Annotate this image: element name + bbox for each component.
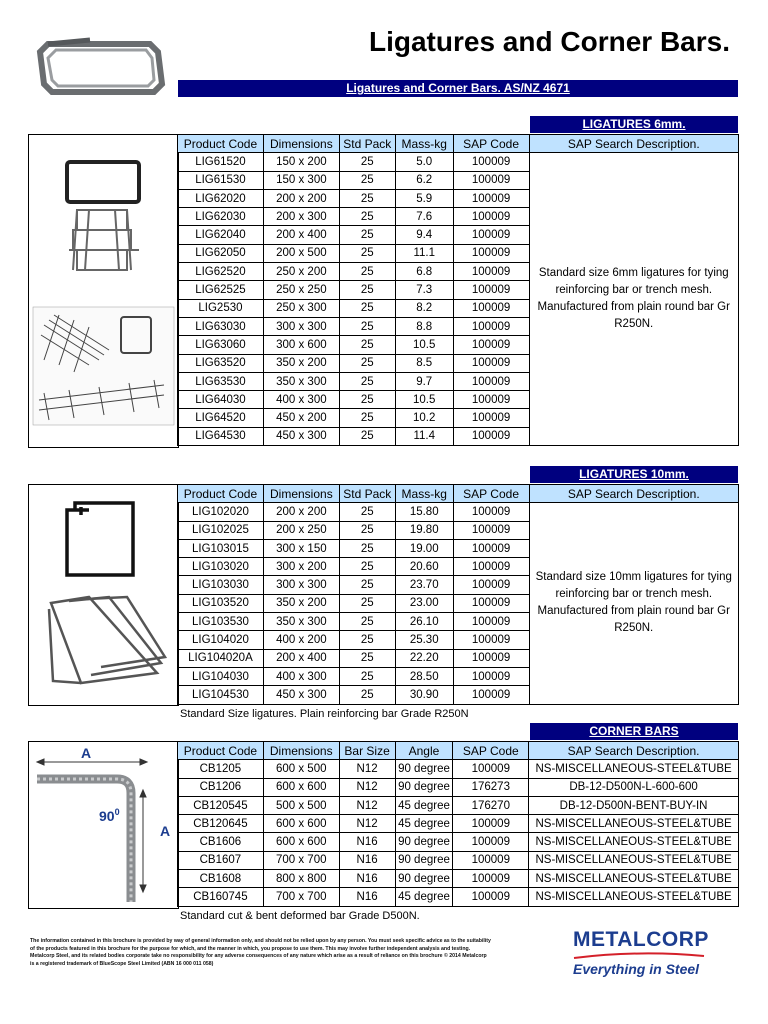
table-cell: CB1608 bbox=[178, 870, 264, 888]
table-cell: 19.80 bbox=[395, 521, 453, 539]
table-cell: 25 bbox=[339, 153, 395, 171]
table-cell: 15.80 bbox=[395, 503, 453, 521]
table-cell: LIG64530 bbox=[178, 427, 264, 445]
table-cell: 450 x 300 bbox=[263, 686, 339, 704]
table-cell: 600 x 600 bbox=[263, 833, 339, 851]
table-cell: 7.6 bbox=[395, 208, 453, 226]
lig10-header-row bbox=[178, 485, 739, 503]
table-cell: LIG62030 bbox=[178, 208, 264, 226]
table-cell: LIG63530 bbox=[178, 372, 264, 390]
table-cell: 22.20 bbox=[395, 649, 453, 667]
col-sap-desc: SAP Search Description. bbox=[529, 742, 739, 760]
table-cell: 25 bbox=[339, 226, 395, 244]
table-cell: 250 x 200 bbox=[263, 263, 339, 281]
table-row bbox=[178, 153, 739, 171]
table-cell: 5.0 bbox=[395, 153, 453, 171]
table-cell: 23.70 bbox=[395, 576, 453, 594]
table-cell: 100009 bbox=[453, 870, 529, 888]
metalcorp-logo: METALCORP bbox=[573, 928, 709, 951]
table-cell: 300 x 150 bbox=[263, 539, 339, 557]
table-cell: 100009 bbox=[453, 244, 529, 262]
table-cell: 90 degree bbox=[395, 833, 453, 851]
table-cell: 25 bbox=[339, 189, 395, 207]
table-cell: 350 x 300 bbox=[263, 372, 339, 390]
table-cell: LIG104020 bbox=[178, 631, 264, 649]
table-cell: 100009 bbox=[453, 317, 529, 335]
table-cell: 11.1 bbox=[395, 244, 453, 262]
table-cell: NS-MISCELLANEOUS-STEEL&TUBE bbox=[529, 760, 739, 778]
table-cell: 20.60 bbox=[395, 558, 453, 576]
table-cell: LIG62020 bbox=[178, 189, 264, 207]
table-cell: 200 x 200 bbox=[263, 189, 339, 207]
table-cell: 100009 bbox=[453, 815, 529, 833]
table-cell: LIG63520 bbox=[178, 354, 264, 372]
disclaimer-line: The information contained in this brochure is provided by way of general information only, and should not be relied upon by any person. You must seek specific advice as to the suitability bbox=[30, 938, 491, 944]
col-sap-code: SAP Code bbox=[453, 485, 529, 503]
table-cell: 25 bbox=[339, 244, 395, 262]
col-product-code: Product Code bbox=[178, 742, 264, 760]
table-cell: 9.4 bbox=[395, 226, 453, 244]
table-cell: 100009 bbox=[453, 263, 529, 281]
table-cell: 100009 bbox=[453, 594, 529, 612]
table-row bbox=[178, 796, 739, 814]
table-cell: LIG62040 bbox=[178, 226, 264, 244]
table-cell: NS-MISCELLANEOUS-STEEL&TUBE bbox=[529, 870, 739, 888]
table-cell: LIG64030 bbox=[178, 391, 264, 409]
table-cell: 25 bbox=[339, 391, 395, 409]
table-cell: LIG2530 bbox=[178, 299, 264, 317]
table-cell: 8.5 bbox=[395, 354, 453, 372]
table-cell: 200 x 400 bbox=[263, 649, 339, 667]
table-cell: 10.5 bbox=[395, 391, 453, 409]
table-cell: 100009 bbox=[453, 649, 529, 667]
table-cell: 600 x 600 bbox=[263, 815, 339, 833]
table-cell: 25 bbox=[339, 613, 395, 631]
corner-table bbox=[177, 741, 739, 907]
table-cell: NS-MISCELLANEOUS-STEEL&TUBE bbox=[529, 851, 739, 869]
table-cell: 5.9 bbox=[395, 189, 453, 207]
table-cell: 25 bbox=[339, 208, 395, 226]
table-cell: 700 x 700 bbox=[263, 851, 339, 869]
table-cell: 300 x 600 bbox=[263, 336, 339, 354]
col-angle: Angle bbox=[395, 742, 453, 760]
table-cell: 250 x 300 bbox=[263, 299, 339, 317]
table-cell: 176273 bbox=[453, 778, 529, 796]
table-row bbox=[178, 760, 739, 778]
table-cell: 45 degree bbox=[395, 796, 453, 814]
table-cell: LIG104530 bbox=[178, 686, 264, 704]
table-cell: 25 bbox=[339, 427, 395, 445]
disclaimer-line: is a registered trademark of BlueScope Steel Limited (ABN 16 000 011 058) bbox=[30, 960, 214, 967]
col-dimensions: Dimensions bbox=[263, 485, 339, 503]
table-cell: 176270 bbox=[453, 796, 529, 814]
table-cell: 350 x 200 bbox=[263, 354, 339, 372]
table-cell: 25 bbox=[339, 521, 395, 539]
table-cell: 100009 bbox=[453, 503, 529, 521]
logo-swoosh bbox=[572, 952, 706, 960]
table-cell: 100009 bbox=[453, 153, 529, 171]
corner-bar-diagram bbox=[29, 742, 178, 908]
corner-note: Standard cut & bent deformed bar Grade D500N. bbox=[180, 910, 420, 922]
table-cell: 700 x 700 bbox=[263, 888, 339, 906]
table-cell: 25 bbox=[339, 317, 395, 335]
table-cell: 10.5 bbox=[395, 336, 453, 354]
table-cell: 100009 bbox=[453, 686, 529, 704]
table-cell: 8.8 bbox=[395, 317, 453, 335]
table-cell: N12 bbox=[339, 760, 395, 778]
table-cell: LIG104020A bbox=[178, 649, 264, 667]
table-cell: 100009 bbox=[453, 851, 529, 869]
table-cell: CB120645 bbox=[178, 815, 264, 833]
disclaimer-line: Metalcorp Steel, and its related bodies corporate take no responsibility for any adverse consequences of any nature which arise as a result of reliance on this brochure © 2014 Metalcorp bbox=[30, 953, 487, 959]
table-cell: 6.8 bbox=[395, 263, 453, 281]
table-cell: 200 x 200 bbox=[263, 503, 339, 521]
table-cell: NS-MISCELLANEOUS-STEEL&TUBE bbox=[529, 815, 739, 833]
col-product-code: Product Code bbox=[178, 135, 264, 153]
table-cell: LIG62525 bbox=[178, 281, 264, 299]
table-cell: N12 bbox=[339, 778, 395, 796]
table-cell: 25 bbox=[339, 576, 395, 594]
table-cell: CB160745 bbox=[178, 888, 264, 906]
table-cell: 350 x 200 bbox=[263, 594, 339, 612]
table-cell: 25 bbox=[339, 263, 395, 281]
table-cell: 90 degree bbox=[395, 760, 453, 778]
logo-tagline: Everything in Steel bbox=[573, 961, 700, 977]
corner-body bbox=[178, 760, 739, 906]
lig6-body bbox=[178, 153, 739, 446]
table-cell: 25 bbox=[339, 503, 395, 521]
table-cell: N16 bbox=[339, 870, 395, 888]
table-cell: LIG103020 bbox=[178, 558, 264, 576]
col-mass: Mass-kg bbox=[395, 135, 453, 153]
table-cell: 100009 bbox=[453, 336, 529, 354]
table-cell: 500 x 500 bbox=[263, 796, 339, 814]
col-product-code: Product Code bbox=[178, 485, 264, 503]
table-cell: 150 x 300 bbox=[263, 171, 339, 189]
table-cell: 100009 bbox=[453, 521, 529, 539]
table-cell: 100009 bbox=[453, 281, 529, 299]
table-cell: NS-MISCELLANEOUS-STEEL&TUBE bbox=[529, 888, 739, 906]
table-cell: 28.50 bbox=[395, 667, 453, 685]
table-cell: 90 degree bbox=[395, 851, 453, 869]
table-cell: CB1607 bbox=[178, 851, 264, 869]
col-std-pack: Std Pack bbox=[339, 485, 395, 503]
corner-heading: CORNER BARS bbox=[530, 723, 738, 740]
table-cell: 25 bbox=[339, 281, 395, 299]
page-title: Ligatures and Corner Bars. bbox=[369, 26, 730, 57]
table-row bbox=[178, 503, 739, 521]
col-mass: Mass-kg bbox=[395, 485, 453, 503]
table-cell: N12 bbox=[339, 815, 395, 833]
table-cell: 100009 bbox=[453, 409, 529, 427]
table-cell: 25 bbox=[339, 631, 395, 649]
lig6-heading: LIGATURES 6mm. bbox=[530, 116, 738, 133]
table-cell: 100009 bbox=[453, 189, 529, 207]
table-cell: NS-MISCELLANEOUS-STEEL&TUBE bbox=[529, 833, 739, 851]
table-cell: N16 bbox=[339, 888, 395, 906]
angle-label bbox=[99, 807, 120, 824]
table-cell: 100009 bbox=[453, 576, 529, 594]
disclaimer bbox=[30, 938, 530, 968]
col-bar-size: Bar Size bbox=[339, 742, 395, 760]
table-cell: 600 x 600 bbox=[263, 778, 339, 796]
table-cell: LIG103015 bbox=[178, 539, 264, 557]
table-cell: 400 x 300 bbox=[263, 391, 339, 409]
table-cell: 45 degree bbox=[395, 888, 453, 906]
table-cell: 90 degree bbox=[395, 778, 453, 796]
table-cell: N16 bbox=[339, 833, 395, 851]
lig10-image-box bbox=[28, 484, 179, 706]
table-cell: 200 x 250 bbox=[263, 521, 339, 539]
table-cell: 200 x 400 bbox=[263, 226, 339, 244]
lig10-illustration bbox=[29, 485, 178, 705]
lig6-table bbox=[177, 134, 739, 446]
section-banner: Ligatures and Corner Bars. AS/NZ 4671 bbox=[178, 80, 738, 97]
table-cell: 25 bbox=[339, 171, 395, 189]
table-cell: 100009 bbox=[453, 833, 529, 851]
lig6-illustration bbox=[29, 135, 178, 447]
table-cell: CB1606 bbox=[178, 833, 264, 851]
table-cell: 19.00 bbox=[395, 539, 453, 557]
table-cell: LIG103520 bbox=[178, 594, 264, 612]
label-a-top: A bbox=[81, 745, 92, 761]
table-cell: 25 bbox=[339, 558, 395, 576]
table-cell: LIG61520 bbox=[178, 153, 264, 171]
table-cell: CB1205 bbox=[178, 760, 264, 778]
table-cell: 100009 bbox=[453, 226, 529, 244]
table-cell: LIG104030 bbox=[178, 667, 264, 685]
table-cell: 11.4 bbox=[395, 427, 453, 445]
angle-value: 90 bbox=[99, 808, 115, 824]
table-cell: 300 x 200 bbox=[263, 558, 339, 576]
table-cell: LIG102020 bbox=[178, 503, 264, 521]
table-cell: 100009 bbox=[453, 427, 529, 445]
table-cell: LIG103030 bbox=[178, 576, 264, 594]
table-cell: 30.90 bbox=[395, 686, 453, 704]
ligature-product-photo bbox=[30, 32, 170, 112]
table-row bbox=[178, 815, 739, 833]
table-cell: LIG62520 bbox=[178, 263, 264, 281]
table-cell: 100009 bbox=[453, 667, 529, 685]
table-cell: N12 bbox=[339, 796, 395, 814]
table-cell: 100009 bbox=[453, 631, 529, 649]
table-cell: 100009 bbox=[453, 171, 529, 189]
table-cell: LIG102025 bbox=[178, 521, 264, 539]
table-cell: 800 x 800 bbox=[263, 870, 339, 888]
table-cell: LIG62050 bbox=[178, 244, 264, 262]
lig10-heading: LIGATURES 10mm. bbox=[530, 466, 738, 483]
table-cell: 600 x 500 bbox=[263, 760, 339, 778]
table-cell: 25.30 bbox=[395, 631, 453, 649]
table-cell: DB-12-D500N-L-600-600 bbox=[529, 778, 739, 796]
table-cell: 90 degree bbox=[395, 870, 453, 888]
table-cell: 450 x 300 bbox=[263, 427, 339, 445]
table-cell: 400 x 200 bbox=[263, 631, 339, 649]
table-cell: 8.2 bbox=[395, 299, 453, 317]
table-cell: 25 bbox=[339, 372, 395, 390]
table-cell: 25 bbox=[339, 594, 395, 612]
col-sap-code: SAP Code bbox=[453, 742, 529, 760]
table-cell: 100009 bbox=[453, 539, 529, 557]
table-cell: 6.2 bbox=[395, 171, 453, 189]
label-a-side: A bbox=[160, 823, 171, 839]
table-row bbox=[178, 888, 739, 906]
table-cell: 200 x 300 bbox=[263, 208, 339, 226]
table-cell: DB-12-D500N-BENT-BUY-IN bbox=[529, 796, 739, 814]
table-cell: 400 x 300 bbox=[263, 667, 339, 685]
table-cell: 25 bbox=[339, 336, 395, 354]
table-cell: 26.10 bbox=[395, 613, 453, 631]
corner-header-row bbox=[178, 742, 739, 760]
table-cell: 10.2 bbox=[395, 409, 453, 427]
table-cell: CB120545 bbox=[178, 796, 264, 814]
table-cell: 150 x 200 bbox=[263, 153, 339, 171]
sap-description: Standard size 6mm ligatures for tying reinforcing bar or trench mesh. Manufactured from plain round bar Gr R250N. bbox=[529, 153, 738, 446]
table-cell: 25 bbox=[339, 539, 395, 557]
table-row bbox=[178, 778, 739, 796]
lig6-header-row bbox=[178, 135, 739, 153]
table-cell: N16 bbox=[339, 851, 395, 869]
table-cell: 25 bbox=[339, 649, 395, 667]
col-sap-code: SAP Code bbox=[453, 135, 529, 153]
table-cell: 100009 bbox=[453, 372, 529, 390]
table-cell: 100009 bbox=[453, 208, 529, 226]
table-cell: 25 bbox=[339, 299, 395, 317]
col-sap-desc: SAP Search Description. bbox=[529, 135, 738, 153]
table-cell: LIG63060 bbox=[178, 336, 264, 354]
table-cell: 25 bbox=[339, 686, 395, 704]
table-cell: 100009 bbox=[453, 354, 529, 372]
table-cell: 300 x 300 bbox=[263, 317, 339, 335]
table-cell: 100009 bbox=[453, 760, 529, 778]
table-cell: LIG64520 bbox=[178, 409, 264, 427]
lig6-image-box bbox=[28, 134, 179, 448]
lig10-table bbox=[177, 484, 739, 705]
table-cell: LIG103530 bbox=[178, 613, 264, 631]
table-cell: 450 x 200 bbox=[263, 409, 339, 427]
table-cell: 100009 bbox=[453, 888, 529, 906]
table-cell: 23.00 bbox=[395, 594, 453, 612]
lig10-body bbox=[178, 503, 739, 704]
col-std-pack: Std Pack bbox=[339, 135, 395, 153]
table-cell: 100009 bbox=[453, 299, 529, 317]
disclaimer-line: of the products featured in this brochure for the purpose for which, and the manner in which, you propose to use them. This may involve further independent analysis and testing. bbox=[30, 945, 471, 952]
col-dimensions: Dimensions bbox=[263, 742, 339, 760]
table-cell: 25 bbox=[339, 354, 395, 372]
sap-description: Standard size 10mm ligatures for tying reinforcing bar or trench mesh. Manufactured from plain round bar Gr R250N. bbox=[529, 503, 738, 704]
table-row bbox=[178, 870, 739, 888]
table-cell: 100009 bbox=[453, 391, 529, 409]
table-cell: 200 x 500 bbox=[263, 244, 339, 262]
col-dimensions: Dimensions bbox=[263, 135, 339, 153]
table-cell: 45 degree bbox=[395, 815, 453, 833]
angle-sup: 0 bbox=[114, 807, 120, 817]
table-cell: LIG61530 bbox=[178, 171, 264, 189]
table-cell: 100009 bbox=[453, 613, 529, 631]
table-cell: CB1206 bbox=[178, 778, 264, 796]
table-row bbox=[178, 833, 739, 851]
table-cell: LIG63030 bbox=[178, 317, 264, 335]
lig10-note: Standard Size ligatures. Plain reinforcing bar Grade R250N bbox=[180, 708, 469, 720]
table-cell: 25 bbox=[339, 667, 395, 685]
corner-image-box bbox=[28, 741, 179, 909]
col-sap-desc: SAP Search Description. bbox=[529, 485, 738, 503]
table-cell: 100009 bbox=[453, 558, 529, 576]
table-cell: 250 x 250 bbox=[263, 281, 339, 299]
table-cell: 300 x 300 bbox=[263, 576, 339, 594]
table-cell: 25 bbox=[339, 409, 395, 427]
table-cell: 9.7 bbox=[395, 372, 453, 390]
table-row bbox=[178, 851, 739, 869]
table-cell: 350 x 300 bbox=[263, 613, 339, 631]
table-cell: 7.3 bbox=[395, 281, 453, 299]
